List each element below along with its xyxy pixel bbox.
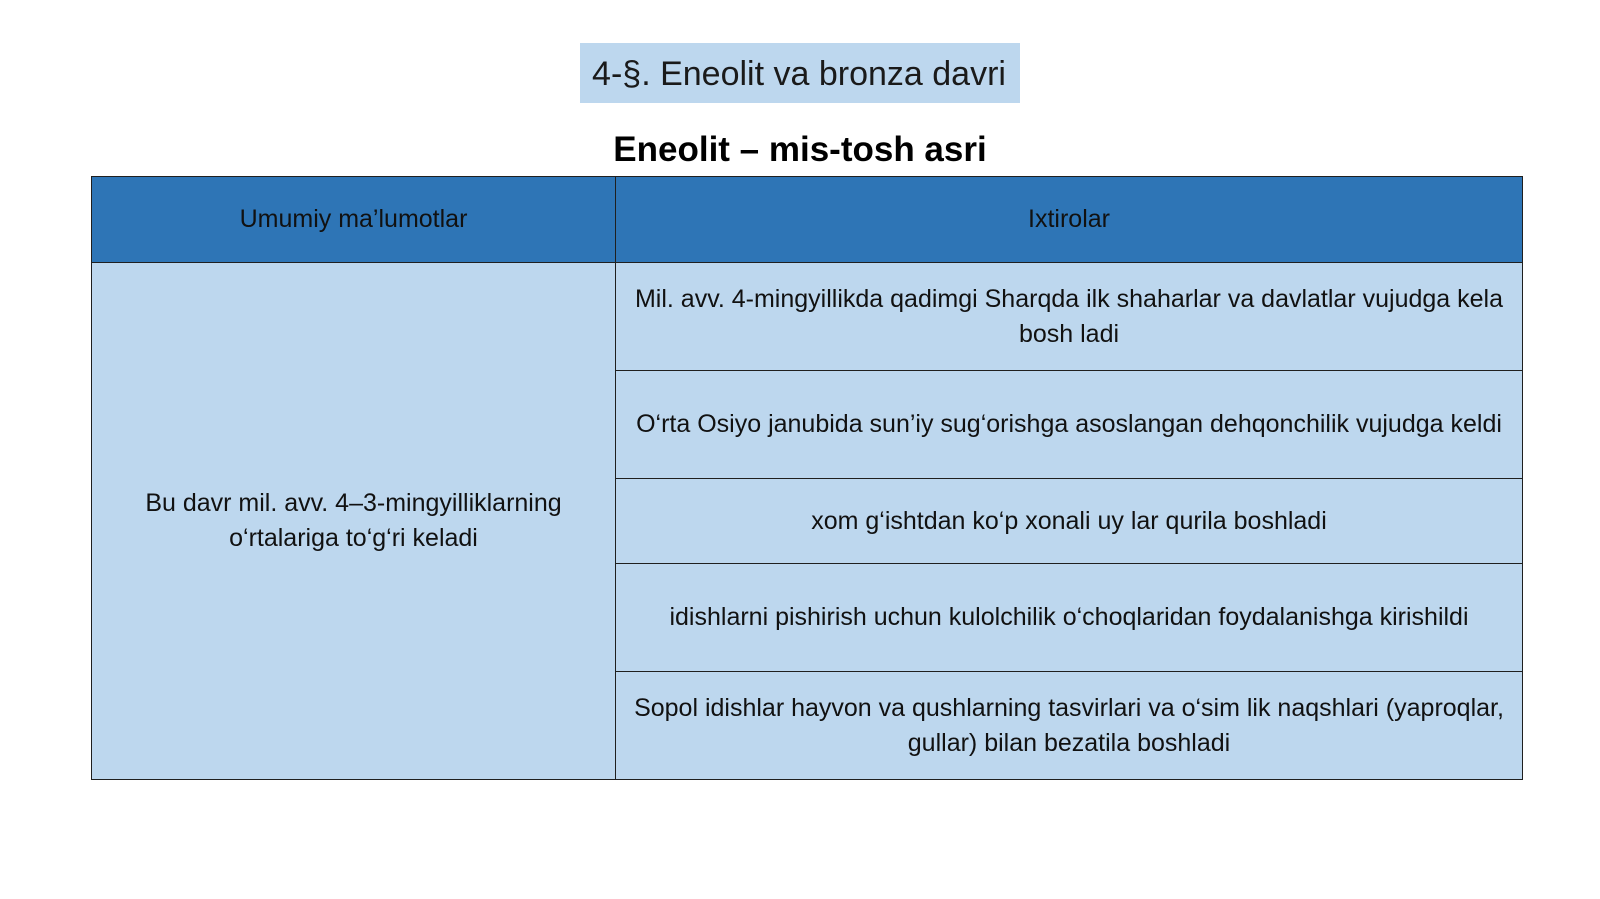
table-row	[92, 263, 1523, 371]
invention-cell: idishlarni pishirish uchun kulolchilik o‘choqlaridan foydalanishga kirishildi	[616, 564, 1523, 672]
table-header-row	[92, 177, 1523, 263]
invention-cell: O‘rta Osiyo janubida sun’iy sug‘orishga asoslangan dehqonchilik vujudga keldi	[616, 371, 1523, 479]
header-inventions: Ixtirolar	[616, 177, 1523, 263]
invention-cell: Mil. avv. 4-mingyillikda qadimgi Sharqda ilk shaharlar va davlatlar vujudga kela bosh ladi	[616, 263, 1523, 371]
title-wrap	[0, 43, 1600, 103]
info-table	[91, 176, 1523, 780]
general-info-cell: Bu davr mil. avv. 4–3-mingyilliklarning o‘rtalariga to‘g‘ri keladi	[92, 263, 616, 780]
invention-cell: Sopol idishlar hayvon va qushlarning tasvirlari va o‘sim lik naqshlari (yaproqlar, gullar) bilan bezatila boshladi	[616, 672, 1523, 780]
page-subtitle: Eneolit – mis-tosh asri	[613, 130, 987, 169]
page-title: 4-§. Eneolit va bronza davri	[580, 43, 1020, 103]
invention-cell: xom g‘ishtdan ko‘p xonali uy lar qurila boshladi	[616, 479, 1523, 564]
header-general-info: Umumiy ma’lumotlar	[92, 177, 616, 263]
